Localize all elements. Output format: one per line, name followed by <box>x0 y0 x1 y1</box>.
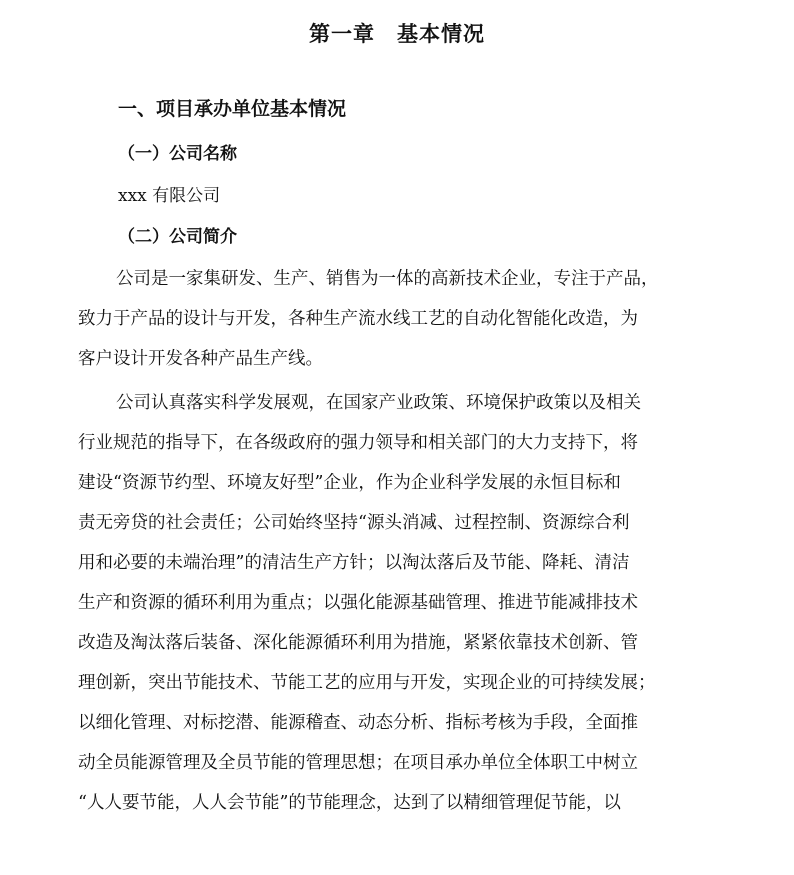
paragraph-line: 公司是一家集研发、生产、销售为一体的高新技术企业，专注于产品， <box>116 269 659 289</box>
company-name-text: xxx 有限公司 <box>118 186 221 206</box>
paragraph-line: 公司认真落实科学发展观，在国家产业政策、环境保护政策以及相关 <box>116 393 641 413</box>
paragraph-line: 责无旁贷的社会责任；公司始终坚持“源头消减、过程控制、资源综合利 <box>78 513 630 533</box>
company-profile-paragraph-2 <box>78 383 738 823</box>
paragraph-line: 生产和资源的循环利用为重点；以强化能源基础管理、推进节能减排技术 <box>78 593 638 613</box>
subsection-heading-company-profile: （二）公司简介 <box>118 227 237 247</box>
section-heading-company-basic-info: 一、项目承办单位基本情况 <box>118 98 347 120</box>
paragraph-line: 致力于产品的设计与开发，各种生产流水线工艺的自动化智能化改造，为 <box>78 309 638 329</box>
paragraph-line: 理创新，突出节能技术、节能工艺的应用与开发，实现企业的可持续发展； <box>78 673 656 693</box>
paragraph-line: 建设“资源节约型、环境友好型”企业，作为企业科学发展的永恒目标和 <box>78 473 621 493</box>
paragraph-line: “人人要节能，人人会节能”的节能理念，达到了以精细管理促节能，以 <box>78 793 621 813</box>
subsection-heading-company-name: （一）公司名称 <box>118 144 237 164</box>
paragraph-line: 以细化管理、对标挖潜、能源稽查、动态分析、指标考核为手段，全面推 <box>78 713 638 733</box>
company-profile-paragraph-1 <box>78 259 738 379</box>
chapter-title: 第一章 基本情况 <box>309 22 485 46</box>
paragraph-line: 用和必要的未端治理”的清洁生产方针；以淘汰落后及节能、降耗、清洁 <box>78 553 630 573</box>
paragraph-line: 客户设计开发各种产品生产线。 <box>78 349 323 369</box>
paragraph-line: 改造及淘汰落后装备、深化能源循环利用为措施，紧紧依靠技术创新、管 <box>78 633 638 653</box>
paragraph-line: 行业规范的指导下，在各级政府的强力领导和相关部门的大力支持下，将 <box>78 433 638 453</box>
paragraph-line: 动全员能源管理及全员节能的管理思想；在项目承办单位全体职工中树立 <box>78 753 638 773</box>
